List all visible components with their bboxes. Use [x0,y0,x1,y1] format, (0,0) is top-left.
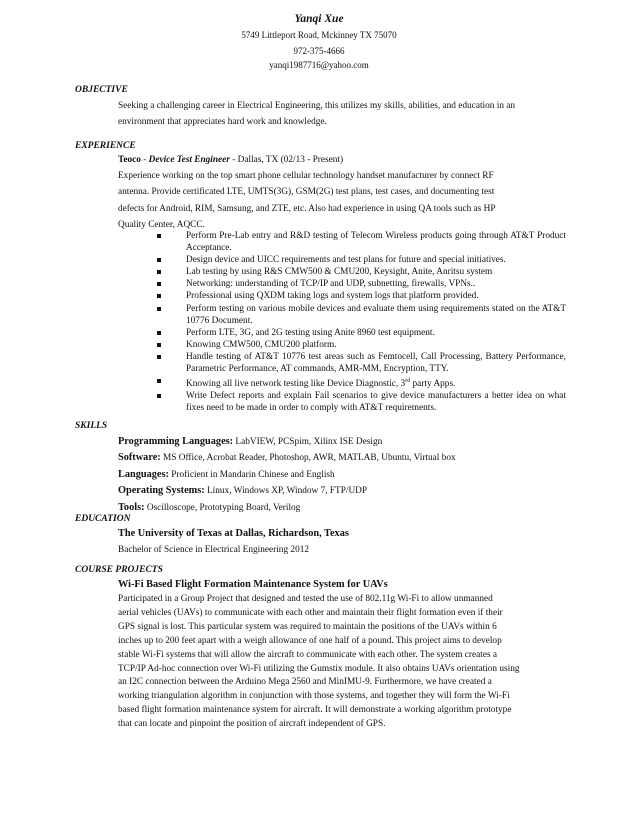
list-item: Knowing all live network testing like Device Diagnostic, 3rd party Apps. [156,375,566,390]
project-title [118,577,573,593]
education-entry [118,526,573,558]
skill-value: MS Office, Acrobat Reader, Photoshop, AWR, MATLAB, Ubuntu, Virtual box [160,453,456,464]
job-location-dates: - Dallas, TX (02/13 - Present) [229,155,344,165]
skill-label: Tools: [118,501,145,513]
list-item: Perform Pre-Lab entry and R&D testing of Telecom Wireless products going through AT&T Product Acceptance. [156,230,566,254]
skill-label: Operating Systems: [118,485,205,497]
job-entry [118,152,573,233]
company-name: Teoco [118,155,141,165]
degree: Bachelor of Science in Electrical Engineering 2012 [118,545,310,556]
experience-heading: EXPERIENCE [75,141,136,151]
job-role: Device Test Engineer [148,155,230,165]
project-line: based flight formation maintenance system for aircraft. It will demonstrate a working algorithm prototype [118,705,512,716]
candidate-name: Yanqi Xue [294,13,344,25]
job-bullet-list [156,230,566,415]
list-item: Design device and UICC requirements and test plans for future and special initiatives. [156,254,566,266]
project-name: Wi-Fi Based Flight Formation Maintenance System for UAVs [118,579,388,590]
job-summary-line: Quality Center, AQCC. [118,219,205,230]
list-item: Perform LTE, 3G, and 2G testing using Anite 8960 test equipment. [156,327,566,339]
skills-list [118,434,573,516]
skill-row [118,483,573,499]
job-separator: - [140,155,149,165]
education-heading: EDUCATION [75,514,131,524]
project-line: Participated in a Group Project that designed and tested the use of 802.11g Wi-Fi to allow unmanned [118,594,493,604]
list-item: Networking: understanding of TCP/IP and UDP, subnetting, firewalls, VPNs.. [156,278,566,290]
project-line: GPS signal is lost. This particular system was required to maintain the positions of the UAVs within 6 [118,621,497,632]
job-summary-line: Experience working on the top smart phone cellular technology handset manufacturer by connect RF [118,171,494,182]
project-line: inches up to 200 feet apart with a weigh allowance of one half of a pound. This project aims to develop [118,635,502,646]
skill-row [118,500,573,516]
skill-row [118,450,573,466]
list-item: Write Defect reports and explain Fail scenarios to give device manufacturers a better idea on what fixes need to be made in order to comply with AT&T requirements. [156,390,566,414]
list-item: Knowing CMW500, CMU200 platform. [156,339,566,351]
job-header [118,152,573,168]
skill-value: LabVIEW, PCSpim, Xilinx ISE Design [233,437,383,447]
job-summary-line: antenna. Provide certificated LTE, UMTS(3G), GSM(2G) test plans, test cases, and documenting test [118,187,495,198]
project-description [118,593,573,732]
phone-number: 972-375-4666 [293,46,345,56]
project-line: aerial vehicles (UAVs) to communicate with each other and maintain their flight formation even if their [118,607,503,618]
address: 5749 Littleport Road, Mckinney TX 75070 [241,30,397,40]
project-line: that can locate and pinpoint the position of aircraft independent of GPS. [118,719,386,730]
list-item: Handle testing of AT&T 10776 test areas such as Femtocell, Call Processing, Battery Performance, Parametric Performance, AT commands, AMR-MM, Encryption, TTY. [156,351,566,375]
project-line: stable Wi-Fi systems that will allow the aircraft to communicate with each other. The system creates a [118,649,498,660]
objective-line: Seeking a challenging career in Electrical Engineering, this utilizes my skills, abilities, and education in an [118,101,516,111]
school-name: The University of Texas at Dallas, Richardson, Texas [118,528,349,539]
skill-row [118,467,573,483]
project-line: TCP/IP Ad-hoc connection over Wi-Fi utilizing the Gumstix module. It also obtains UAVs orientation using [118,663,520,674]
skill-value: Proficient in Mandarin Chinese and English [168,469,335,480]
list-item: Perform testing on various mobile devices and evaluate them using requirements stated on the AT&T 10776 Document. [156,303,566,327]
objective-heading: OBJECTIVE [75,85,128,95]
list-item: Professional using QXDM taking logs and system logs that platform provided. [156,290,566,302]
skills-heading: SKILLS [75,421,108,431]
skill-value: Linux, Windows XP, Window 7, FTP/UDP [204,486,368,497]
skill-value: Oscilloscope, Prototyping Board, Verilog [144,502,301,513]
skill-label: Languages: [118,468,169,480]
objective-line: environment that appreciates hard work and knowledge. [118,117,327,128]
objective-text [118,98,573,130]
skill-label: Programming Languages: [118,436,234,447]
email-address: yanqi1987716@yahoo.com [269,60,369,70]
project-line: working triangulation algorithm in conjunction with those systems, and together they will form the Wi-Fi [118,691,510,702]
skill-label: Software: [118,452,161,464]
skill-row [118,434,573,450]
list-item: Lab testing by using R&S CMW500 & CMU200, Keysight, Anite, Anritsu system [156,266,566,278]
project-line: an I2C connection between the Arduino Mega 2560 and MinIMU-9. Furthermore, we have created a [118,677,492,688]
projects-heading: COURSE PROJECTS [75,565,163,575]
job-summary-line: defects for Android, RIM, Samsung, and ZTE, etc. Also had experience in using QA tools such as HP [118,203,496,214]
